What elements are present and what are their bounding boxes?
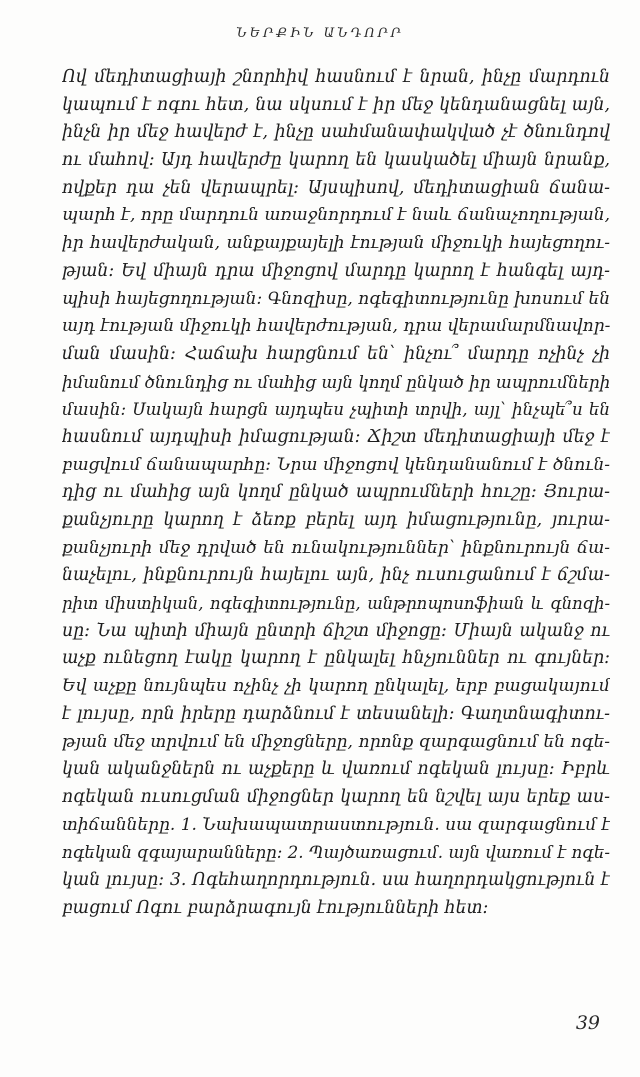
text-line: տիճանները. 1. Նախապատրաստություն. սա զարգացնում է bbox=[62, 814, 610, 835]
text-line: ովքեր դա չեն վերապրել: Այսպիսով, մեդիտացիան ճանա- bbox=[62, 177, 610, 198]
text-line: ման մասին: Հաճախ հարցնում են՝ ինչու՞ մարդը ոչինչ չի bbox=[62, 343, 610, 364]
text-line: նաչելու, ինքնուրույն հայելու այն, ինչ ուսուցանում է ճշմա- bbox=[62, 565, 610, 586]
text-line: պարհ է, որը մարդուն առաջնորդում է նաև ճանաչողության, bbox=[62, 205, 610, 226]
text-line: ու մահով: Այդ հավերժը կարող են կասկածել միայն նրանք, bbox=[62, 150, 610, 171]
text-line: մասին: Սակայն հարցն այդպես չպիտի տրվի, այլ՝ ինչպե՞ս են bbox=[62, 399, 610, 420]
text-line: է լույսը, որն իրերը դարձնում է տեսանելի: Գաղտնագիտու- bbox=[62, 703, 610, 724]
text-line: Եվ աչքը նույնպես ոչինչ չի կարող ընկալել, երբ բացակայում bbox=[62, 676, 610, 697]
text-line: թյան: Եվ միայն դրա միջոցով մարդը կարող է հանգել այդ- bbox=[62, 260, 610, 281]
text-line: սը: Նա պիտի միայն ընտրի ճիշտ միջոցը: Միայն ականջ ու bbox=[62, 620, 610, 641]
text-line: քանչյուրի մեջ դրված են ունակություններ՝ ինքնուրույն ճա- bbox=[62, 537, 610, 558]
text-line: բացվում ճանապարհը: Նրա միջոցով կենդանանում է ծնուն- bbox=[62, 454, 610, 475]
text-line: բացում Ոգու բարձրագույն էությունների հետ: bbox=[62, 897, 489, 918]
text-line: պիսի հայեցողության: Գնոզիսը, ոգեգիտությունը խոսում են bbox=[62, 288, 610, 309]
text-line: ոգեկան ուսուցման միջոցներ կարող են նշվել այս երեք աս- bbox=[62, 786, 610, 807]
text-line: Ով մեդիտացիայի շնորհիվ հասնում է նրան, ինչը մարդուն bbox=[62, 67, 610, 87]
text-line: իմանում ծնունդից ու մահից այն կողմ ընկած իր ապրումների bbox=[62, 371, 610, 392]
page-number: 39 bbox=[575, 1012, 600, 1034]
text-line: րիտ միստիկան, ոգեգիտությունը, անթրոպոսոֆիան և գնոզի- bbox=[62, 594, 610, 614]
text-line: թյան մեջ տրվում են միջոցները, որոնք զարգացնում են ոգե- bbox=[62, 731, 610, 752]
text-line: իր հավերժական, անքայքայելի էության միջուկի հայեցողու- bbox=[62, 233, 610, 254]
text-line: կան ականջներն ու աչքերը և վառում ոգեկան լույսը: Իբրև bbox=[62, 759, 610, 780]
body-paragraph bbox=[62, 64, 610, 922]
text-line: ինչն իր մեջ հավերժ է, ինչը սահմանափակված չէ ծնունդով bbox=[62, 122, 610, 143]
text-line: այդ էության միջուկի հավերժության, դրա վերամարմնավոր- bbox=[62, 316, 610, 337]
text-line: դից ու մահից այն կողմ ընկած ապրումների հուշը: Յուրա- bbox=[62, 482, 610, 503]
running-head: ՆԵՐՔԻՆ ԱՆԴՈՐՐ bbox=[236, 26, 404, 41]
text-line: աչք ունեցող էակը կարող է ընկալել հնչյուններ ու գույներ: bbox=[62, 648, 610, 669]
text-line: կապում է ոգու հետ, նա սկսում է իր մեջ կենդանացնել այն, bbox=[62, 94, 610, 115]
text-line: կան լույսը: 3. Ոգեհաղորդություն. սա հաղորդակցություն է bbox=[62, 869, 610, 890]
text-line: ոգեկան զգայարանները: 2. Պայծառացում. այն վառում է ոգե- bbox=[62, 842, 610, 863]
text-line: քանչյուրը կարող է ձեռք բերել այդ իմացությունը, յուրա- bbox=[62, 510, 610, 530]
text-line: հասնում այդպիսի իմացության: Ճիշտ մեդիտացիայի մեջ է bbox=[62, 426, 610, 447]
